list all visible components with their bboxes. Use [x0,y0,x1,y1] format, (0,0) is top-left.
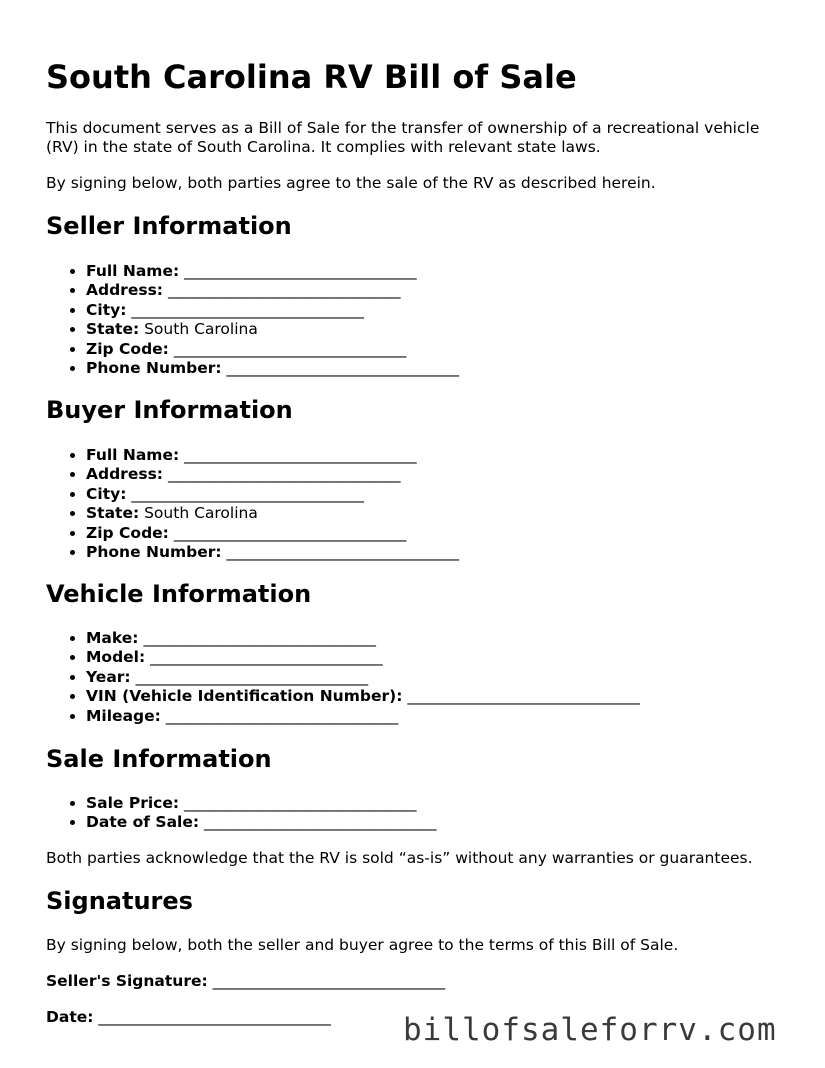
seller-signature-line[interactable] [46,972,445,990]
field-item[interactable] [86,648,640,667]
seller-heading: Seller Information [46,212,292,240]
field-label: Make: [86,629,139,647]
field-value[interactable]: ______________________________ [143,629,376,647]
buyer-fields [46,446,459,562]
field-label: Address: [86,465,163,484]
sale-fields [46,794,437,833]
date-blank[interactable]: ______________________________ [98,1008,331,1026]
vehicle-heading: Vehicle Information [46,580,312,608]
field-item[interactable] [86,813,437,832]
field-item[interactable] [86,465,459,484]
field-label: Zip Code: [86,523,169,542]
field-label: Zip Code: [86,339,169,358]
field-value[interactable]: ______________________________ [165,706,399,725]
signatures-text: By signing below, both the seller and buyer agree to the terms of this Bill of Sale. [46,936,679,954]
watermark-text: billofsaleforrv.com [403,1012,777,1048]
field-value[interactable]: ______________________________ [150,648,383,667]
page-title: South Carolina RV Bill of Sale [46,58,577,96]
as-is-note: Both parties acknowledge that the RV is sold “as-is” without any warranties or guarantees. [46,849,753,867]
date-label: Date: [46,1008,94,1026]
field-value[interactable]: ______________________________ [135,667,369,686]
field-value[interactable]: ______________________________ [226,543,460,562]
field-value[interactable]: ______________________________ [184,446,417,464]
field-label: Year: [86,667,131,686]
field-label: Address: [86,281,163,300]
field-label: State: [86,504,140,523]
field-label: Sale Price: [86,794,180,812]
field-label: Phone Number: [86,543,222,562]
field-item[interactable] [86,707,640,726]
signatures-heading: Signatures [46,887,193,915]
field-value[interactable]: ______________________________ [184,794,417,812]
field-item[interactable] [86,629,640,648]
field-item[interactable] [86,668,640,687]
field-item[interactable] [86,320,459,339]
field-item[interactable] [86,446,459,465]
field-item[interactable] [86,359,459,378]
buyer-heading: Buyer Information [46,396,293,424]
field-label: City: [86,300,127,319]
field-value[interactable]: ______________________________ [167,281,401,300]
field-value[interactable]: South Carolina [144,504,258,523]
date-line[interactable] [46,1008,331,1026]
field-label: Full Name: [86,446,180,464]
field-item[interactable] [86,524,459,543]
field-item[interactable] [86,504,459,523]
field-value[interactable]: ______________________________ [226,359,460,378]
seller-signature-label: Seller's Signature: [46,972,208,990]
field-label: Full Name: [86,262,180,280]
field-item[interactable] [86,794,437,813]
field-label: Date of Sale: [86,813,200,832]
field-value[interactable]: ______________________________ [167,465,401,484]
field-value[interactable]: ______________________________ [184,262,417,280]
field-label: State: [86,320,140,339]
field-item[interactable] [86,340,459,359]
field-label: Mileage: [86,706,161,725]
seller-fields [46,262,459,378]
field-value[interactable]: ______________________________ [204,813,437,832]
field-value[interactable]: ______________________________ [173,339,407,358]
field-item[interactable] [86,687,640,706]
field-label: VIN (Vehicle Identification Number): [86,687,403,706]
field-value[interactable]: ______________________________ [131,300,364,319]
field-value[interactable]: ______________________________ [407,687,640,706]
field-label: Model: [86,648,146,667]
intro-agreement: By signing below, both parties agree to the sale of the RV as described herein. [46,174,656,192]
field-label: City: [86,484,127,503]
sale-heading: Sale Information [46,745,272,773]
field-item[interactable] [86,301,459,320]
intro-paragraph: This document serves as a Bill of Sale for the transfer of ownership of a recreational vehicle (RV) in the state of South Carolina. It complies with relevant state laws. [46,119,760,156]
field-value[interactable]: South Carolina [144,320,258,339]
field-label: Phone Number: [86,359,222,378]
field-value[interactable]: ______________________________ [131,484,364,503]
field-item[interactable] [86,543,459,562]
vehicle-fields [46,629,640,726]
seller-signature-blank[interactable]: ______________________________ [212,972,446,990]
field-item[interactable] [86,262,459,281]
field-item[interactable] [86,281,459,300]
field-value[interactable]: ______________________________ [173,523,407,542]
field-item[interactable] [86,485,459,504]
